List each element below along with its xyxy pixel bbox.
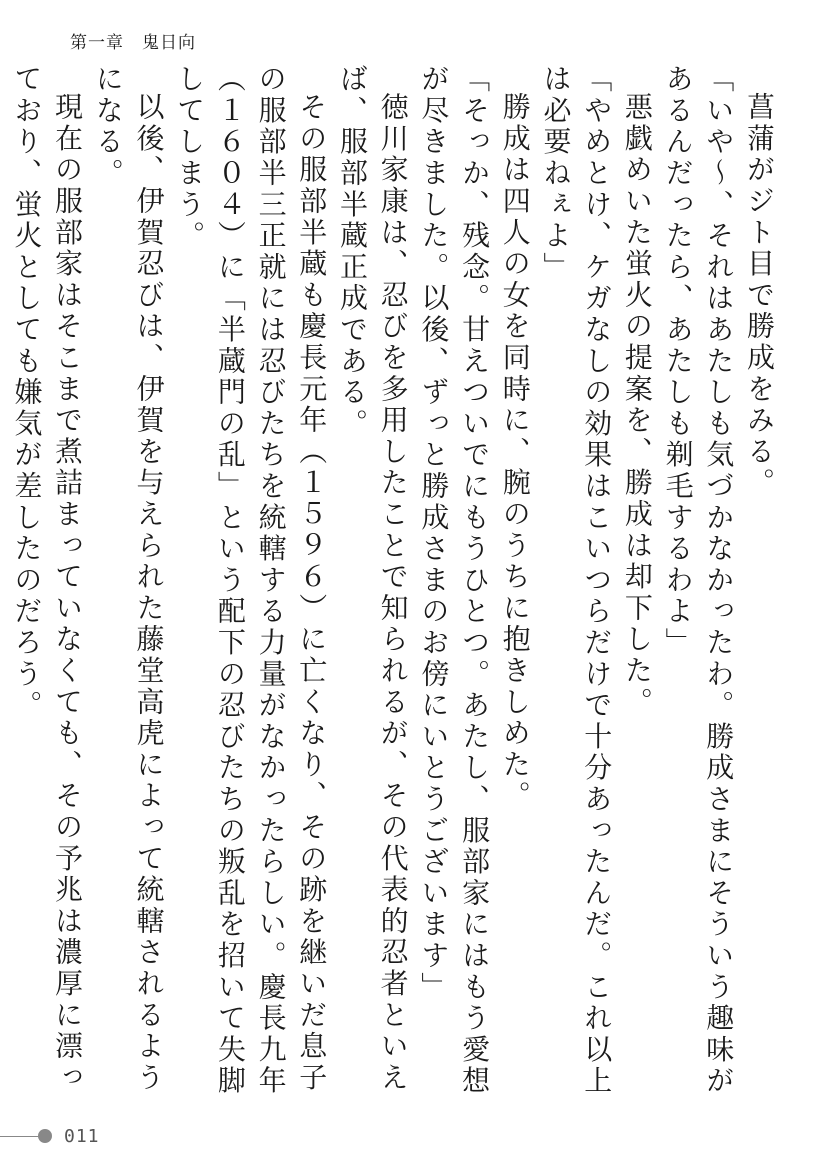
running-header xyxy=(70,28,196,53)
paragraph: その服部半蔵も慶長元年（１５９６）に亡くなり、その跡を継いだ息子の服部半三正就には忍びたちを統轄する力量がなかったらしい。慶長九年（１６０４）に「半蔵門の乱」という配下の忍びたちの叛乱を招いて失脚してしまう。 xyxy=(173,64,329,1097)
paragraph: 現在の服部家はそこまで煮詰まっていなくても、その予兆は濃厚に漂っており、蛍火としても嫌気が差したのだろう。 xyxy=(10,64,85,1094)
paragraph: 菖蒲がジト目で勝成をみる。 xyxy=(743,92,776,499)
dialogue-paragraph: 「いや〜、それはあたしも気づかなかったわ。勝成さまにそういう趣味があるんだったら、あたしも剃毛するわよ」 xyxy=(661,64,736,1097)
chapter-title: 鬼日向 xyxy=(142,33,196,53)
paragraph: 勝成は四人の女を同時に、腕のうちに抱きしめた。 xyxy=(498,92,532,812)
paragraph: 悪戯めいた蛍火の提案を、勝成は却下した。 xyxy=(620,92,654,718)
page-number: 011 xyxy=(64,1125,100,1147)
chapter-label: 第一章 xyxy=(70,33,124,53)
page-footer xyxy=(0,1124,100,1148)
paragraph: 徳川家康は、忍びを多用したことで知られるが、その代表的忍者といえば、服部半蔵正成である。 xyxy=(335,64,410,1094)
bullet-icon xyxy=(38,1129,52,1143)
paragraph: 以後、伊賀忍びは、伊賀を与えられた藤堂高虎によって統轄されるようになる。 xyxy=(91,64,166,1094)
novel-body-text xyxy=(10,64,779,1124)
dialogue-paragraph: 「そっか、残念。甘えついでにもうひとつ。あたし、服部家にはもう愛想が尽きました。以後、ずっと勝成さまのお傍にいとうございます」 xyxy=(417,64,492,1097)
footer-rule xyxy=(0,1136,38,1137)
dialogue-paragraph: 「やめとけ、ケガなしの効果はこいつらだけで十分あったんだ。これ以上は必要ねぇよ」 xyxy=(539,64,614,1097)
